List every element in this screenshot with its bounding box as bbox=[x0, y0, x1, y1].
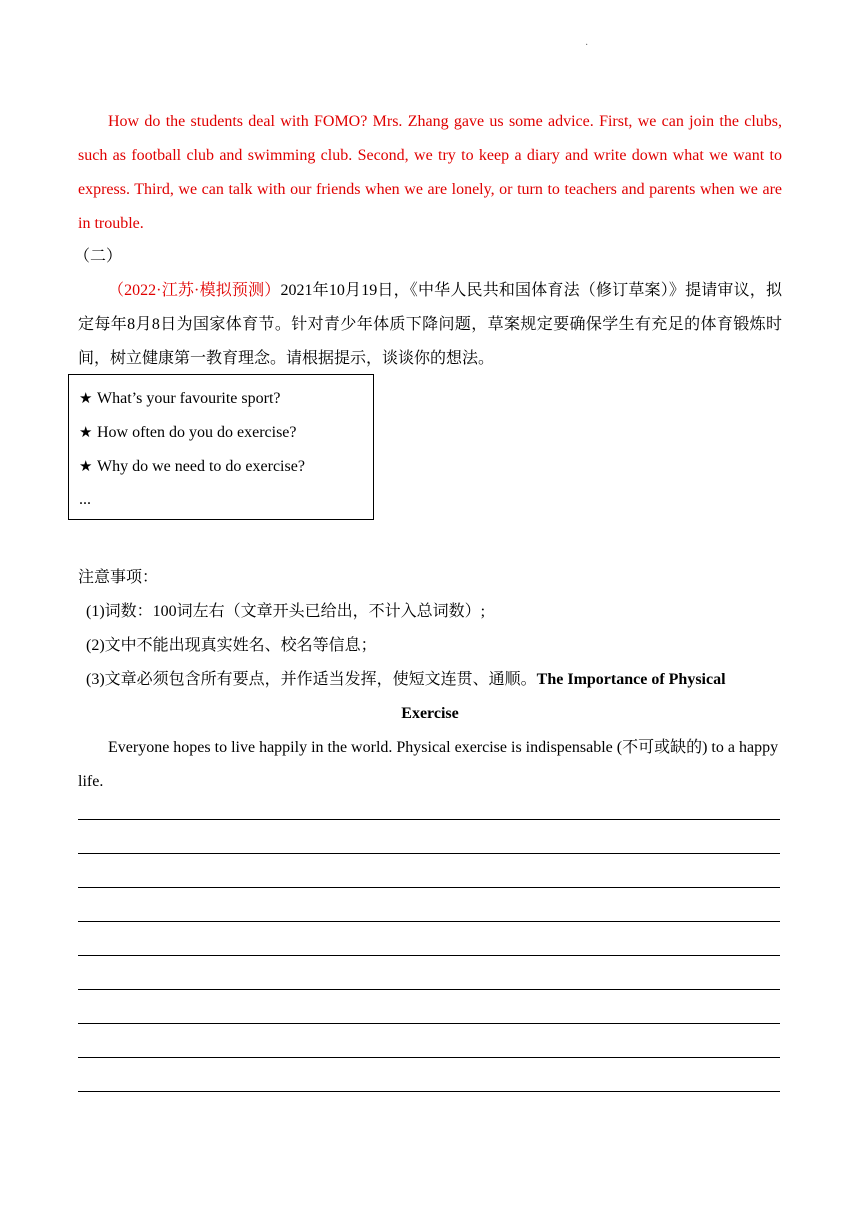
hint-text: How often do you do exercise? bbox=[97, 424, 297, 441]
answer-line[interactable] bbox=[78, 887, 780, 888]
essay-opening: Everyone hopes to live happily in the world. Physical exercise is indispensable (不可或缺的) to a happy life. bbox=[78, 739, 779, 790]
hint-ellipsis: ... bbox=[79, 491, 91, 508]
hint-item bbox=[79, 381, 281, 416]
prompt-source-tag: （2022·江苏·模拟预测） bbox=[108, 282, 281, 299]
notes-title: 注意事项： bbox=[78, 569, 159, 586]
note-text: (3)文章必须包含所有要点，并作适当发挥，使短文连贯、通顺。 bbox=[86, 671, 537, 688]
note-item: (2)文中不能出现真实姓名、校名等信息； bbox=[86, 637, 377, 654]
note-item bbox=[86, 663, 782, 697]
answer-line[interactable] bbox=[78, 955, 780, 956]
answer-line[interactable] bbox=[78, 1023, 780, 1024]
answer-line[interactable] bbox=[78, 921, 780, 922]
hint-item bbox=[79, 449, 305, 484]
star-icon: ★ bbox=[79, 423, 93, 441]
essay-title-part1: The Importance of Physical bbox=[536, 671, 726, 688]
page-marker: · bbox=[585, 40, 589, 51]
hint-item bbox=[79, 415, 297, 450]
sample-answer-paragraph: How do the students deal with FOMO? Mrs. Zhang gave us some advice. First, we can join the clubs, such as football club and swimming club. Second, we try to keep a diary and write down what we want to express. Third, we can talk with our friends when we are lonely, or turn to teachers and parents when we are in trouble. bbox=[78, 113, 782, 232]
hint-text: What’s your favourite sport? bbox=[97, 390, 281, 407]
star-icon: ★ bbox=[79, 389, 93, 407]
section-label: （二） bbox=[74, 248, 123, 265]
answer-line[interactable] bbox=[78, 1091, 780, 1092]
essay-title-part2: Exercise bbox=[401, 705, 459, 722]
note-item: (1)词数：100词左右（文章开头已给出，不计入总词数）; bbox=[86, 603, 486, 620]
answer-line[interactable] bbox=[78, 1057, 780, 1058]
star-icon: ★ bbox=[79, 457, 93, 475]
answer-line[interactable] bbox=[78, 853, 780, 854]
writing-prompt bbox=[78, 274, 782, 376]
prompt-text: 2021年10月19日，《中华人民共和国体育法（修订草案）》提请审议，拟定每年8月8日为国家体育节。针对青少年体质下降问题，草案规定要确保学生有充足的体育锻炼时间，树立健康第一教育理念。请根据提示，谈谈你的想法。 bbox=[78, 282, 782, 367]
answer-line[interactable] bbox=[78, 989, 780, 990]
answer-line[interactable] bbox=[78, 819, 780, 820]
hint-box bbox=[68, 374, 374, 520]
hint-text: Why do we need to do exercise? bbox=[97, 458, 305, 475]
hint-item bbox=[79, 483, 91, 517]
